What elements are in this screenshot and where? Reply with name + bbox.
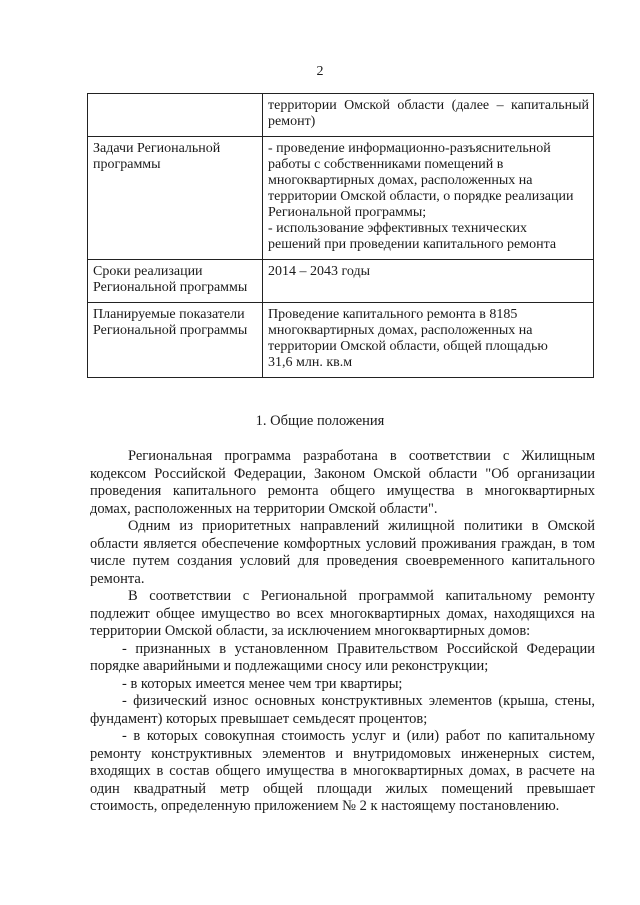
table-row bbox=[88, 260, 594, 303]
table-cell-label bbox=[88, 94, 263, 137]
table-cell-label bbox=[88, 260, 263, 303]
cell-line: территории Омской области (далее – капитальный bbox=[268, 98, 589, 113]
cell-line: 31,6 млн. кв.м bbox=[268, 355, 353, 370]
table-row bbox=[88, 94, 594, 137]
cell-line: - использование эффективных технических bbox=[268, 221, 528, 236]
section-heading: 1. Общие положения bbox=[255, 413, 385, 429]
cell-line: территории Омской области, о порядке реализации bbox=[268, 189, 574, 204]
cell-line: Сроки реализации bbox=[93, 264, 203, 279]
text-line: ремонта. bbox=[90, 570, 145, 587]
cell-line: Региональной программы bbox=[93, 323, 248, 338]
cell-line: программы bbox=[93, 157, 161, 172]
text-line: Региональная программа разработана в соответствии с Жилищным bbox=[128, 448, 595, 464]
body-text bbox=[90, 448, 595, 816]
table-cell-value bbox=[263, 260, 594, 303]
cell-line: Региональной программы; bbox=[268, 205, 427, 220]
cell-line: территории Омской области, общей площадью bbox=[268, 339, 548, 354]
text-line: порядке аварийными и подлежащими сносу или реконструкции; bbox=[90, 658, 489, 674]
text-line: ремонту конструктивных элементов и внутридомовых инженерных систем, bbox=[90, 745, 595, 762]
cell-line: 2014 – 2043 годы bbox=[268, 264, 371, 279]
list-item bbox=[90, 676, 595, 694]
table-cell-value bbox=[263, 303, 594, 378]
text-line: В соответствии с Региональной программой капитальному ремонту bbox=[128, 588, 595, 604]
table-cell-label bbox=[88, 137, 263, 260]
table-cell-value bbox=[263, 137, 594, 260]
text-line: числе путем создания условий для проведения своевременного капитального bbox=[90, 553, 595, 569]
text-line: области является обеспечение комфортных условий проживания граждан, в том bbox=[90, 535, 595, 552]
text-line: - в которых совокупная стоимость услуг и (или) работ по капитальному bbox=[122, 728, 595, 744]
text-line: Одним из приоритетных направлений жилищной политики в Омской bbox=[128, 518, 595, 534]
page-number: 2 bbox=[316, 64, 324, 79]
text-line: - физический износ основных конструктивных элементов (крыша, стены, bbox=[122, 693, 595, 709]
text-line: подлежит общее имущество во всех многоквартирных домах, находящихся на bbox=[90, 605, 595, 622]
cell-line: многоквартирных домах, расположенных на bbox=[268, 173, 533, 188]
cell-line: многоквартирных домах, расположенных на bbox=[268, 323, 533, 338]
cell-line: Планируемые показатели bbox=[93, 307, 245, 322]
text-line: - в которых имеется менее чем три квартиры; bbox=[122, 675, 403, 692]
table-row bbox=[88, 137, 594, 260]
cell-line: работы с собственниками помещений в bbox=[268, 157, 504, 172]
text-line: территории Омской области, за исключением многоквартирных домов: bbox=[90, 623, 531, 639]
paragraph bbox=[90, 588, 595, 641]
cell-line: - проведение информационно-разъяснительной bbox=[268, 141, 551, 156]
list-item bbox=[90, 728, 595, 816]
text-line: - признанных в установленном Правительством Российской Федерации bbox=[122, 640, 595, 657]
text-line: стоимость, определенную приложением № 2 к настоящему постановлению. bbox=[90, 798, 560, 814]
text-line: кодексом Российской Федерации, Законом Омской области "Об организации bbox=[90, 465, 595, 482]
text-line: один квадратный метр общей площади жилых помещений превышает bbox=[90, 780, 595, 797]
cell-line: Проведение капитального ремонта в 8185 bbox=[268, 307, 518, 322]
text-line: проведения капитального ремонта общего имущества в многоквартирных bbox=[90, 483, 595, 499]
table-row bbox=[88, 303, 594, 378]
text-line: фундамент) которых превышает семьдесят процентов; bbox=[90, 710, 428, 727]
cell-line: Региональной программы bbox=[93, 280, 248, 295]
cell-line: ремонт) bbox=[268, 114, 316, 129]
program-passport-table bbox=[87, 93, 594, 378]
paragraph bbox=[90, 518, 595, 588]
table-cell-label bbox=[88, 303, 263, 378]
cell-line: Задачи Региональной bbox=[93, 141, 221, 156]
list-item bbox=[90, 641, 595, 676]
text-line: домах, расположенных на территории Омской области". bbox=[90, 500, 438, 517]
text-line: входящих в состав общего имущества в многоквартирных домах, в расчете на bbox=[90, 763, 595, 779]
cell-line: решений при проведении капитального ремонта bbox=[268, 237, 557, 252]
table-cell-value bbox=[263, 94, 594, 137]
paragraph bbox=[90, 448, 595, 518]
list-item bbox=[90, 693, 595, 728]
